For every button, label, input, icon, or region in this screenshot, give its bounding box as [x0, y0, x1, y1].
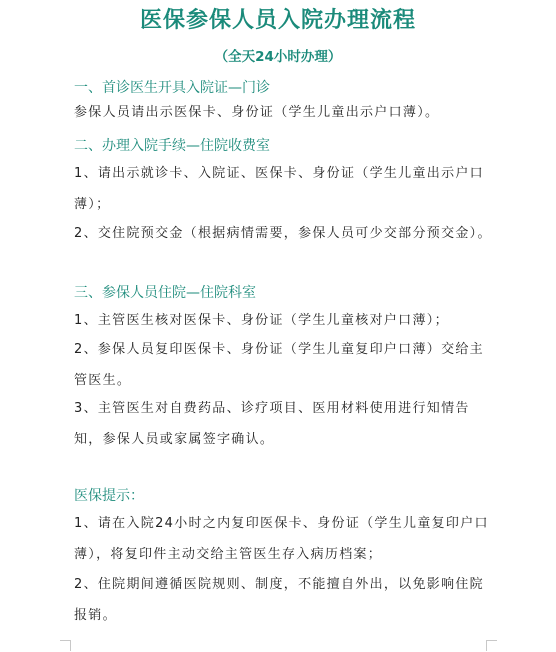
section-3-heading: 三、参保人员住院—住院科室 — [74, 285, 256, 301]
section-1-heading: 一、首诊医生开具入院证—门诊 — [74, 80, 270, 96]
section-1-paragraph-1: 参保人员请出示医保卡、身份证（学生儿童出示户口薄）。 — [74, 105, 440, 120]
section-2-paragraph-1: 1、请出示就诊卡、入院证、医保卡、身份证（学生儿童出示户口薄）； — [74, 166, 484, 212]
tips-heading: 医保提示： — [74, 488, 144, 504]
page-corner-mark-left — [60, 640, 71, 651]
section-3-paragraph-3: 3、主管医生对自费药品、诊疗项目、医用材料使用进行知情告知，参保人员或家属签字确认。 — [74, 401, 470, 447]
tips-paragraph-2: 2、住院期间遵循医院规则、制度，不能擅自外出，以免影响住院报销。 — [74, 577, 484, 623]
document-subtitle: （全天24小时办理） — [214, 49, 342, 65]
section-3-paragraph-2: 2、参保人员复印医保卡、身份证（学生儿童复印户口薄）交给主管医生。 — [74, 342, 484, 388]
section-2-heading: 二、办理入院手续—住院收费室 — [74, 138, 270, 154]
document-title: 医保参保人员入院办理流程 — [139, 8, 416, 33]
page-corner-mark-right — [486, 640, 497, 651]
section-3-paragraph-1: 1、主管医生核对医保卡、身份证（学生儿童核对户口薄）； — [74, 313, 449, 328]
tips-paragraph-1: 1、请在入院24小时之内复印医保卡、身份证（学生儿童复印户口薄），将复印件主动交给主管医生存入病历档案； — [74, 516, 489, 562]
section-2-paragraph-2: 2、交住院预交金（根据病情需要，参保人员可少交部分预交金）。 — [74, 226, 492, 241]
